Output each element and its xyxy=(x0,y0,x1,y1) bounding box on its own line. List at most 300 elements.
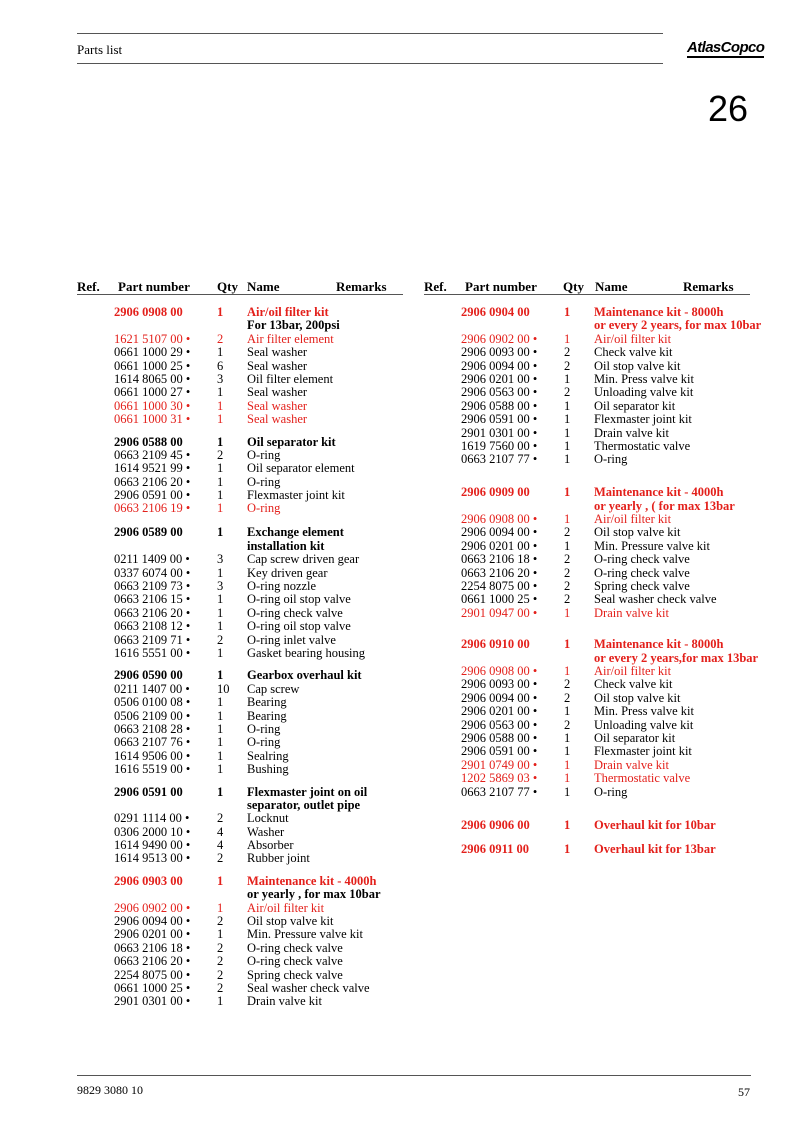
quantity: 2 xyxy=(217,914,224,929)
part-number: 2906 0590 00 xyxy=(114,668,183,683)
part-name: Drain valve kit xyxy=(594,425,669,440)
part-number: 0663 2106 20 • xyxy=(114,954,191,969)
part-row xyxy=(114,696,414,709)
part-row xyxy=(461,580,781,593)
kit-row xyxy=(461,500,781,513)
part-number: 2906 0563 00 • xyxy=(461,385,538,400)
part-name: Min. Press valve kit xyxy=(594,704,694,719)
quantity: 2 xyxy=(217,940,224,955)
part-number: 1616 5519 00 • xyxy=(114,762,191,777)
part-row xyxy=(461,759,781,772)
part-name: Oil separator kit xyxy=(594,398,676,413)
part-name: Cap screw xyxy=(247,681,300,696)
part-name: Seal washer xyxy=(247,358,308,373)
part-number: 1616 5551 00 • xyxy=(114,645,191,660)
quantity: 1 xyxy=(564,817,571,832)
part-number: 0663 2106 20 • xyxy=(461,565,538,580)
part-name: Oil stop valve kit xyxy=(594,525,681,540)
quantity: 1 xyxy=(217,501,224,516)
part-row xyxy=(461,413,781,426)
part-number: 2906 0910 00 xyxy=(461,637,530,652)
quantity: 1 xyxy=(564,412,571,427)
part-number: 2906 0591 00 • xyxy=(461,744,538,759)
part-number: 2906 0911 00 xyxy=(461,841,530,856)
part-number: 2906 0591 00 xyxy=(114,784,183,799)
quantity: 1 xyxy=(217,385,224,400)
quantity: 1 xyxy=(564,704,571,719)
part-name: Seal washer xyxy=(247,345,308,360)
part-name: Flexmaster joint kit xyxy=(594,744,692,759)
part-row xyxy=(461,333,781,346)
part-number: 0661 1000 29 • xyxy=(114,345,191,360)
part-name: O-ring xyxy=(247,735,281,750)
part-number: 2906 0904 00 xyxy=(461,305,530,319)
part-row xyxy=(461,665,781,678)
part-number: 2906 0906 00 xyxy=(461,817,530,832)
quantity: 1 xyxy=(217,474,224,489)
part-name: Thermostatic valve xyxy=(594,771,691,786)
quantity: 1 xyxy=(217,434,224,449)
part-row xyxy=(114,969,414,982)
part-number: 1614 8065 00 • xyxy=(114,371,191,386)
part-number: 0506 0100 08 • xyxy=(114,695,191,710)
quantity: 1 xyxy=(217,592,224,607)
part-number: 0211 1407 00 • xyxy=(114,681,190,696)
kit-row xyxy=(461,306,781,319)
quantity: 1 xyxy=(564,730,571,745)
part-name: O-ring xyxy=(247,501,281,516)
part-row xyxy=(114,763,414,776)
quantity: 3 xyxy=(217,579,224,594)
part-row xyxy=(114,553,414,566)
quantity: 1 xyxy=(217,994,224,1009)
quantity: 1 xyxy=(564,398,571,413)
part-number: 2906 0094 00 • xyxy=(114,914,191,929)
part-number: 0663 2108 28 • xyxy=(114,721,191,736)
part-name: Absorber xyxy=(247,838,294,853)
part-name: Bearing xyxy=(247,695,287,710)
header-name: Name xyxy=(247,279,280,294)
part-row xyxy=(114,567,414,580)
part-row xyxy=(461,705,781,718)
part-row xyxy=(114,915,414,928)
part-row xyxy=(114,982,414,995)
part-row xyxy=(461,692,781,705)
part-name: O-ring xyxy=(247,721,281,736)
part-name: Air/oil filter kit xyxy=(247,305,329,319)
part-row xyxy=(114,462,414,475)
part-row xyxy=(114,723,414,736)
part-number: 0291 1114 00 • xyxy=(114,811,190,826)
part-name: Unloading valve kit xyxy=(594,717,694,732)
quantity: 3 xyxy=(217,371,224,386)
quantity: 1 xyxy=(217,927,224,942)
part-row xyxy=(461,400,781,413)
part-row xyxy=(114,386,414,399)
quantity: 2 xyxy=(564,385,571,400)
page-number: 57 xyxy=(738,1085,750,1099)
part-row xyxy=(114,812,414,825)
quantity: 1 xyxy=(564,452,571,467)
part-name: Drain valve kit xyxy=(594,605,669,620)
quantity: 1 xyxy=(217,488,224,503)
part-row xyxy=(114,449,414,462)
kit-row xyxy=(461,652,781,665)
part-number: 2906 0588 00 xyxy=(114,434,183,449)
quantity: 2 xyxy=(564,717,571,732)
part-row xyxy=(114,489,414,502)
part-row xyxy=(114,593,414,606)
part-name: Gearbox overhaul kit xyxy=(247,668,362,683)
header-bottom-rule xyxy=(77,63,663,64)
part-row xyxy=(461,373,781,386)
part-number: 2906 0591 00 • xyxy=(114,488,191,503)
quantity: 1 xyxy=(564,425,571,440)
part-name: or every 2 years, for max 10bar xyxy=(594,318,762,333)
part-name: Check valve kit xyxy=(594,677,673,692)
part-name: or yearly , ( for max 13bar xyxy=(594,498,735,513)
part-number: 0663 2109 71 • xyxy=(114,632,191,647)
part-name: Flexmaster joint kit xyxy=(594,412,692,427)
part-name: Seal washer xyxy=(247,412,308,427)
part-row xyxy=(114,902,414,915)
part-name: Key driven gear xyxy=(247,565,328,580)
quantity: 1 xyxy=(217,721,224,736)
part-row xyxy=(114,607,414,620)
header-top-rule xyxy=(77,33,663,34)
quantity: 2 xyxy=(564,565,571,580)
part-name: Spring check valve xyxy=(594,579,690,594)
part-number: 2906 0588 00 • xyxy=(461,398,538,413)
part-name: Maintenance kit - 4000h xyxy=(247,873,377,888)
part-name: Air/oil filter kit xyxy=(594,331,672,346)
part-number: 0663 2106 18 • xyxy=(461,552,538,567)
part-number: 2906 0908 00 xyxy=(114,305,183,319)
part-row xyxy=(461,440,781,453)
kit-row xyxy=(114,540,414,553)
part-name: Oil filter element xyxy=(247,371,334,386)
part-name: Air/oil filter kit xyxy=(594,512,672,527)
part-name: Locknut xyxy=(247,811,289,826)
kit-row xyxy=(114,436,414,449)
quantity: 2 xyxy=(564,690,571,705)
part-row xyxy=(114,360,414,373)
part-name: Air/oil filter kit xyxy=(247,900,325,915)
part-number: 2906 0588 00 • xyxy=(461,730,538,745)
part-number: 1621 5107 00 • xyxy=(114,331,191,346)
quantity: 2 xyxy=(564,579,571,594)
part-row xyxy=(461,772,781,785)
quantity: 1 xyxy=(217,305,224,319)
kit-row xyxy=(114,888,414,901)
part-name: Min. Pressure valve kit xyxy=(594,538,710,553)
header-remarks: Remarks xyxy=(336,279,387,294)
kit-row xyxy=(114,875,414,888)
part-number: 0306 2000 10 • xyxy=(114,824,191,839)
part-number: 0663 2106 19 • xyxy=(114,501,191,516)
part-name: or yearly , for max 10bar xyxy=(247,887,381,902)
quantity: 2 xyxy=(217,331,224,346)
kit-row xyxy=(461,486,781,499)
part-number: 2906 0094 00 • xyxy=(461,690,538,705)
kit-row xyxy=(461,843,781,856)
header-qty: Qty xyxy=(563,279,584,294)
part-name: Seal washer xyxy=(247,385,308,400)
part-number: 2906 0902 00 • xyxy=(461,331,538,346)
part-number: 1614 9521 99 • xyxy=(114,461,191,476)
part-row xyxy=(114,346,414,359)
part-number: 1619 7560 00 • xyxy=(461,438,538,453)
section-title: Parts list xyxy=(77,42,123,57)
quantity: 1 xyxy=(217,565,224,580)
part-name: O-ring xyxy=(594,452,628,467)
part-name: Sealring xyxy=(247,748,289,763)
quantity: 1 xyxy=(564,663,571,678)
part-row xyxy=(461,678,781,691)
footer-rule xyxy=(77,1075,751,1076)
part-name: Unloading valve kit xyxy=(594,385,694,400)
part-row xyxy=(461,567,781,580)
part-number: 0211 1409 00 • xyxy=(114,552,190,567)
part-name: Oil stop valve kit xyxy=(594,358,681,373)
part-number: 1202 5869 03 • xyxy=(461,771,538,786)
part-number: 2906 0903 00 xyxy=(114,873,183,888)
quantity: 1 xyxy=(217,695,224,710)
part-number: 0663 2109 45 • xyxy=(114,447,191,462)
document-number: 9829 3080 10 xyxy=(77,1083,143,1097)
part-name: Min. Pressure valve kit xyxy=(247,927,363,942)
part-name: O-ring nozzle xyxy=(247,579,317,594)
part-row xyxy=(114,400,414,413)
part-name: Bearing xyxy=(247,708,287,723)
quantity: 1 xyxy=(217,784,224,799)
part-number: 2906 0201 00 • xyxy=(461,371,538,386)
part-name: O-ring oil stop valve xyxy=(247,592,351,607)
part-row xyxy=(114,995,414,1008)
quantity: 1 xyxy=(217,461,224,476)
quantity: 1 xyxy=(564,512,571,527)
part-row xyxy=(461,607,781,620)
part-row xyxy=(461,719,781,732)
quantity: 2 xyxy=(564,677,571,692)
part-name: O-ring check valve xyxy=(247,605,343,620)
quantity: 1 xyxy=(217,398,224,413)
quantity: 1 xyxy=(564,771,571,786)
header-ref: Ref. xyxy=(424,279,447,294)
part-row xyxy=(114,647,414,660)
kit-row xyxy=(461,319,781,332)
quantity: 1 xyxy=(217,762,224,777)
quantity: 2 xyxy=(564,552,571,567)
kit-row xyxy=(114,319,414,332)
quantity: 1 xyxy=(564,538,571,553)
part-name: O-ring inlet valve xyxy=(247,632,336,647)
quantity: 2 xyxy=(564,358,571,373)
part-name: Flexmaster joint kit xyxy=(247,488,345,503)
part-number: 0663 2106 15 • xyxy=(114,592,191,607)
part-name: Maintenance kit - 4000h xyxy=(594,485,724,500)
header-qty: Qty xyxy=(217,279,238,294)
part-name: Seal washer check valve xyxy=(247,980,370,995)
part-row xyxy=(461,540,781,553)
quantity: 2 xyxy=(564,345,571,360)
quantity: 2 xyxy=(217,980,224,995)
part-row xyxy=(114,683,414,696)
part-number: 2906 0201 00 • xyxy=(461,704,538,719)
left-parts-table xyxy=(114,306,414,1009)
part-number: 2901 0749 00 • xyxy=(461,757,538,772)
part-name: Rubber joint xyxy=(247,851,310,866)
part-row xyxy=(114,852,414,865)
right-parts-table xyxy=(461,306,781,856)
part-name: Oil stop valve kit xyxy=(594,690,681,705)
part-name: O-ring check valve xyxy=(247,940,343,955)
part-number: 0663 2107 76 • xyxy=(114,735,191,750)
quantity: 1 xyxy=(217,668,224,683)
quantity: 10 xyxy=(217,681,230,696)
part-row xyxy=(461,786,781,801)
part-row xyxy=(114,502,414,517)
part-row xyxy=(461,346,781,359)
part-number: 0661 1000 25 • xyxy=(114,358,191,373)
part-row xyxy=(114,942,414,955)
part-number: 0661 1000 25 • xyxy=(114,980,191,995)
part-row xyxy=(114,736,414,749)
part-row xyxy=(114,634,414,647)
quantity: 2 xyxy=(217,632,224,647)
part-name: Cap screw driven gear xyxy=(247,552,360,567)
part-row xyxy=(114,710,414,723)
quantity: 1 xyxy=(217,345,224,360)
quantity: 4 xyxy=(217,824,224,839)
part-row xyxy=(461,513,781,526)
part-name: O-ring xyxy=(247,474,281,489)
part-name: Washer xyxy=(247,824,285,839)
part-number: 2906 0093 00 • xyxy=(461,345,538,360)
kit-row xyxy=(114,786,414,799)
part-row xyxy=(114,928,414,941)
part-name: Air/oil filter kit xyxy=(594,663,672,678)
part-number: 0337 6074 00 • xyxy=(114,565,191,580)
part-number: 0506 2109 00 • xyxy=(114,708,191,723)
part-number: 2901 0301 00 • xyxy=(114,994,191,1009)
kit-row xyxy=(114,526,414,539)
part-number: 0663 2107 77 • xyxy=(461,452,538,467)
part-name: O-ring xyxy=(594,784,628,799)
quantity: 2 xyxy=(217,811,224,826)
header-remarks: Remarks xyxy=(683,279,734,294)
kit-row xyxy=(114,799,414,812)
part-number: 2906 0094 00 • xyxy=(461,525,538,540)
quantity: 1 xyxy=(564,605,571,620)
quantity: 1 xyxy=(564,841,571,856)
part-row xyxy=(461,593,781,606)
quantity: 2 xyxy=(564,592,571,607)
part-name: Overhaul kit for 13bar xyxy=(594,841,716,856)
part-row xyxy=(114,413,414,426)
part-name: O-ring check valve xyxy=(594,552,690,567)
part-name: Thermostatic valve xyxy=(594,438,691,453)
part-number: 2254 8075 00 • xyxy=(114,967,191,982)
quantity: 1 xyxy=(564,371,571,386)
part-number: 0661 1000 27 • xyxy=(114,385,191,400)
part-row xyxy=(114,826,414,839)
quantity: 1 xyxy=(564,438,571,453)
part-number: 2906 0093 00 • xyxy=(461,677,538,692)
part-name: Gasket bearing housing xyxy=(247,645,366,660)
quantity: 1 xyxy=(564,637,571,652)
part-number: 0663 2108 12 • xyxy=(114,619,191,634)
part-number: 2906 0902 00 • xyxy=(114,900,191,915)
quantity: 1 xyxy=(217,900,224,915)
part-number: 0663 2109 73 • xyxy=(114,579,191,594)
part-number: 2906 0201 00 • xyxy=(114,927,191,942)
part-name: Oil stop valve kit xyxy=(247,914,334,929)
part-name: Min. Press valve kit xyxy=(594,371,694,386)
part-number: 2906 0589 00 xyxy=(114,525,183,540)
part-number: 1614 9513 00 • xyxy=(114,851,191,866)
quantity: 1 xyxy=(217,412,224,427)
part-row xyxy=(114,333,414,346)
row-spacer xyxy=(461,468,781,477)
part-number: 1614 9506 00 • xyxy=(114,748,191,763)
part-name: Air filter element xyxy=(247,331,334,346)
part-row xyxy=(114,476,414,489)
part-name: O-ring oil stop valve xyxy=(247,619,351,634)
part-number: 0663 2107 77 • xyxy=(461,784,538,799)
part-name: Overhaul kit for 10bar xyxy=(594,817,716,832)
part-row xyxy=(461,386,781,399)
part-row xyxy=(461,745,781,758)
row-spacer xyxy=(461,620,781,629)
quantity: 1 xyxy=(217,525,224,540)
part-name: Maintenance kit - 8000h xyxy=(594,637,724,652)
part-name: Drain valve kit xyxy=(594,757,669,772)
kit-row xyxy=(114,669,414,682)
quantity: 1 xyxy=(217,619,224,634)
part-name: or every 2 years,for max 13bar xyxy=(594,650,759,665)
part-name: installation kit xyxy=(247,538,325,553)
brand-logo: AtlasCopco xyxy=(687,39,765,56)
quantity: 2 xyxy=(217,447,224,462)
part-row xyxy=(461,526,781,539)
part-number: 2906 0909 00 xyxy=(461,485,530,500)
part-row xyxy=(114,839,414,852)
header-part-number: Part number xyxy=(465,279,537,294)
part-number: 0663 2106 20 • xyxy=(114,605,191,620)
part-number: 2906 0094 00 • xyxy=(461,358,538,373)
part-number: 2901 0301 00 • xyxy=(461,425,538,440)
part-name: O-ring check valve xyxy=(594,565,690,580)
right-header-rule xyxy=(424,294,750,295)
part-row xyxy=(461,360,781,373)
part-row xyxy=(461,453,781,468)
part-number: 0661 1000 25 • xyxy=(461,592,538,607)
quantity: 1 xyxy=(217,735,224,750)
row-spacer xyxy=(461,801,781,810)
part-name: Spring check valve xyxy=(247,967,343,982)
kit-row xyxy=(461,819,781,834)
quantity: 6 xyxy=(217,358,224,373)
part-number: 0663 2106 18 • xyxy=(114,940,191,955)
quantity: 1 xyxy=(217,605,224,620)
part-number: 2901 0947 00 • xyxy=(461,605,538,620)
quantity: 1 xyxy=(564,331,571,346)
left-header-rule xyxy=(77,294,403,295)
part-number: 0661 1000 30 • xyxy=(114,398,191,413)
part-number: 0663 2106 20 • xyxy=(114,474,191,489)
quantity: 2 xyxy=(217,954,224,969)
